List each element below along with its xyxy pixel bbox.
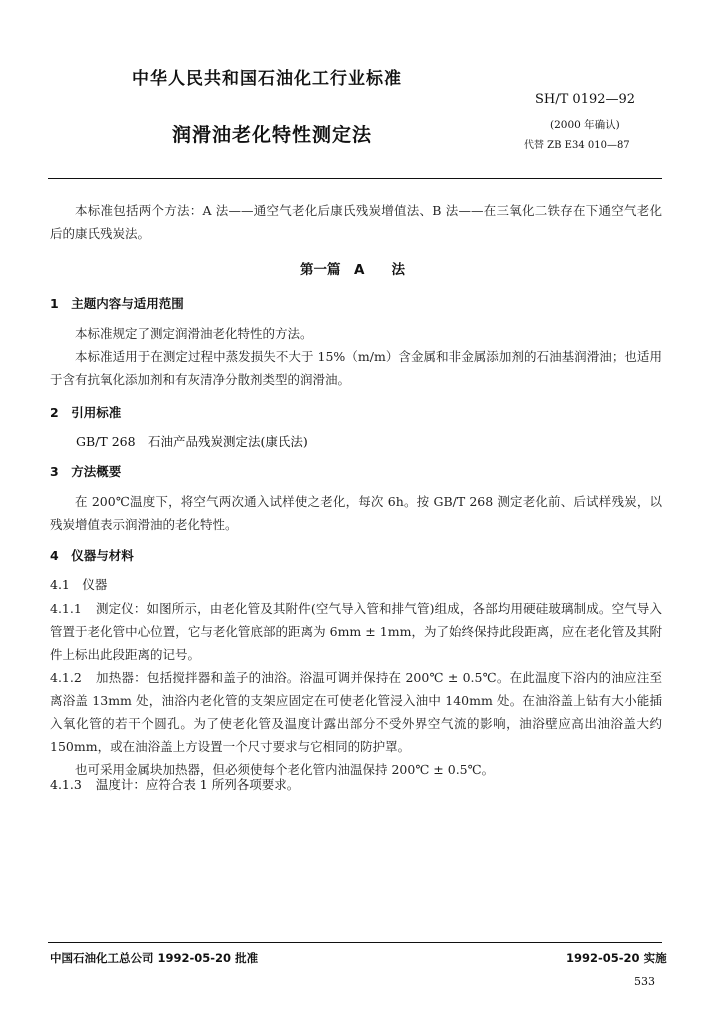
section-1-para-1: 本标准规定了测定润滑油老化特性的方法。 (75, 326, 313, 341)
header-rule (48, 178, 662, 179)
reconfirm-note: (2000 年确认) (550, 119, 620, 131)
clause-4-1-1 (50, 597, 662, 666)
clause-4-1-1-text: 测定仪：如图所示，由老化管及其附件(空气导入管和排气管)组成，各部均用硬硅玻璃制成。空气导入管置于老化管中心位置，它与老化管底部的距离为 6mm ± 1mm，为了始终保持此段距离，应在老化管及其附件上标出此段距离的记号。 (50, 601, 662, 662)
standard-number: SH/T 0192—92 (535, 92, 636, 107)
clause-4-1-2-number: 4.1.2 (50, 670, 82, 685)
section-3-heading: 3 方法概要 (50, 464, 122, 479)
section-1-body (50, 322, 662, 391)
intro-text: 本标准包括两个方法：A 法——通空气老化后康氏残炭增值法、B 法——在三氧化二铁存在下通空气老化后的康氏残炭法。 (50, 203, 662, 241)
page-number: 533 (634, 975, 655, 988)
clause-4-1-1-number: 4.1.1 (50, 601, 82, 616)
clause-4-1-2 (50, 666, 662, 781)
footer-rule (48, 942, 662, 943)
clause-4-1-3-number: 4.1.3 (50, 777, 82, 792)
replaces-note: 代替 ZB E34 010—87 (524, 140, 630, 151)
clause-4-1-2-text: 加热器：包括搅拌器和盖子的油浴。浴温可调并保持在 200℃ ± 0.5℃。在此温度下浴内的油应注至离浴盖 13mm 处，油浴内老化管的支架应固定在可使老化管浸入油中 140mm 处。在油浴盖上钻有大小能插入氧化管的若干个圆孔。为了使老化管及温度计露出部分不受外界空气流的影响，油浴壁应高出油浴盖大约 150mm，或在油浴盖上方设置一个尺寸要求与它相同的防护罩。 (50, 670, 662, 754)
clause-4-1-3 (50, 775, 299, 793)
intro-paragraph (50, 199, 662, 245)
section-3-body (50, 490, 662, 536)
section-1-heading: 1 主题内容与适用范围 (50, 296, 184, 311)
approval-note: 中国石油化工总公司 1992-05-20 批准 (50, 951, 259, 965)
section-3-para-1: 在 200℃温度下，将空气两次通入试样使之老化，每次 6h。按 GB/T 268 测定老化前、后试样残炭，以残炭增值表示润滑油的老化特性。 (50, 494, 662, 532)
clause-4-1-3-text: 温度计：应符合表 1 所列各项要求。 (95, 777, 300, 792)
part-title: 第一篇 A 法 (300, 262, 405, 278)
clause-4-1: 4.1 仪器 (50, 577, 108, 592)
reference-standard: GB/T 268 石油产品残炭测定法(康氏法) (76, 434, 308, 449)
document-title: 润滑油老化特性测定法 (172, 124, 373, 146)
clause-4-1-2-alt: 也可采用金属块加热器，但必须使每个老化管内油温保持 200℃ ± 0.5℃。 (75, 762, 495, 777)
section-2-heading: 2 引用标准 (50, 405, 122, 420)
implementation-note: 1992-05-20 实施 (566, 951, 667, 965)
section-4-heading: 4 仪器与材料 (50, 548, 134, 563)
section-1-para-2: 本标准适用于在测定过程中蒸发损失不大于 15%（m/m）含金属和非金属添加剂的石油基润滑油；也适用于含有抗氧化添加剂和有灰清净分散剂类型的润滑油。 (50, 349, 662, 387)
org-standard-heading: 中华人民共和国石油化工行业标准 (132, 69, 402, 89)
